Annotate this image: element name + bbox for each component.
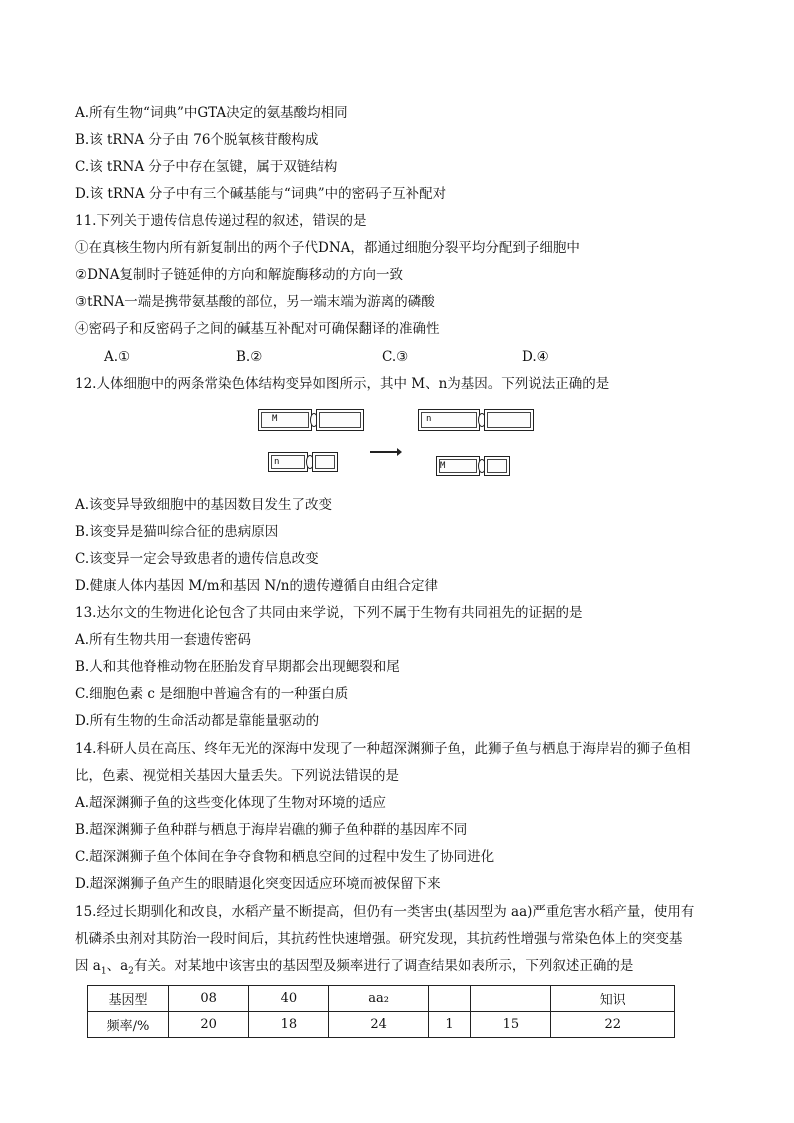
q11-stem: 11.下列关于遗传信息传递过程的叙述，错误的是 <box>75 213 367 229</box>
table-cell: 40 <box>249 986 329 1012</box>
q10-option-a: A.所有生物“词典”中GTA决定的氨基酸均相同 <box>75 105 348 121</box>
q11-statement-4: ④密码子和反密码子之间的碱基互补配对可确保翻译的准确性 <box>75 321 440 337</box>
q15-stem-sub1: 1 <box>100 966 107 977</box>
chromosome-after-short-arm2 <box>484 456 510 476</box>
q10-option-d: D.该 tRNA 分子中有三个碱基能与“词典”中的密码子互补配对 <box>75 186 447 202</box>
chromosome-before-short-arm2 <box>312 452 338 472</box>
q13-option-d: D.所有生物的生命活动都是靠能量驱动的 <box>75 713 320 729</box>
table-header-frequency: 频率/% <box>88 1012 169 1038</box>
q11-choice-c: C.③ <box>382 349 409 365</box>
table-cell: 15 <box>471 1012 551 1038</box>
table-cell <box>428 986 470 1012</box>
table-cell: 18 <box>249 1012 329 1038</box>
q13-stem: 13.达尔文的生物进化论包含了共同由来学说，下列不属于生物有共同祖先的证据的是 <box>75 605 583 621</box>
chromosome-before-long-arm2 <box>316 409 364 431</box>
q11-choice-b: B.② <box>236 349 263 365</box>
genotype-frequency-table <box>87 985 675 1038</box>
q11-statement-3: ③tRNA一端是携带氨基酸的部位，另一端末端为游离的磷酸 <box>75 294 435 310</box>
table-cell: 22 <box>551 1012 675 1038</box>
gene-label-n-before: n <box>274 457 280 467</box>
q15-stem-line3-pre: 因 a <box>75 958 101 974</box>
q14-option-b: B.超深渊狮子鱼种群与栖息于海岸岩礁的狮子鱼种群的基因库不同 <box>75 822 468 838</box>
q15-stem-line1: 15.经过长期驯化和改良，水稻产量不断提高，但仍有一类害虫(基因型为 aa)严重危害水稻产量，使用有 <box>75 904 695 920</box>
q11-choice-a: A.① <box>104 349 131 365</box>
q11-statement-1: ①在真核生物内所有新复制出的两个子代DNA，都通过细胞分裂平均分配到子细胞中 <box>75 240 580 256</box>
table-cell: 24 <box>329 1012 428 1038</box>
q11-statement-2: ②DNA复制时子链延伸的方向和解旋酶移动的方向一致 <box>75 267 403 283</box>
q15-stem-line3-post: 有关。对某地中该害虫的基因型及频率进行了调查结果如表所示，下列叙述正确的是 <box>133 958 634 974</box>
q12-option-c: C.该变异一定会导致患者的遗传信息改变 <box>75 551 319 567</box>
q11-choice-d: D.④ <box>522 349 549 365</box>
q13-option-a: A.所有生物共用一套遗传密码 <box>75 632 252 648</box>
q15-stem-line2: 机磷杀虫剂对其防治一段时间后，其抗药性快速增强。研究发现，其抗药性增强与常染色体上的突变基 <box>75 931 683 947</box>
q13-option-c: C.细胞色素 c 是细胞中普遍含有的一种蛋白质 <box>75 686 349 702</box>
q14-option-d: D.超深渊狮子鱼产生的眼睛退化突变因适应环境而被保留下来 <box>75 876 441 892</box>
chromosome-translocation-diagram <box>254 405 564 485</box>
q14-option-a: A.超深渊狮子鱼的这些变化体现了生物对环境的适应 <box>75 795 387 811</box>
q15-stem-line3-mid: 、a <box>106 958 129 974</box>
q14-stem-line2: 比，色素、视觉相关基因大量丢失。下列说法错误的是 <box>75 768 399 784</box>
q15-stem-sub2: 2 <box>128 966 134 977</box>
chromosome-after-long-arm2 <box>484 409 534 431</box>
gene-label-m-before: M <box>272 414 278 424</box>
q14-stem-line1: 14.科研人员在高压、终年无光的深海中发现了一种超深渊狮子鱼，此狮子鱼与栖息于海岸岩的狮子鱼相 <box>75 741 691 757</box>
table-cell: 1 <box>428 1012 470 1038</box>
gene-label-n-after: n <box>426 414 432 424</box>
q12-option-a: A.该变异导致细胞中的基因数目发生了改变 <box>75 497 333 513</box>
table-row-frequency <box>88 1012 675 1038</box>
q10-option-c: C.该 tRNA 分子中存在氢键，属于双链结构 <box>75 159 338 175</box>
q12-option-b: B.该变异是猫叫综合征的患病原因 <box>75 524 279 540</box>
table-header-genotype: 基因型 <box>88 986 169 1012</box>
table-cell: 知识 <box>551 986 675 1012</box>
q15-stem-line3 <box>75 957 633 981</box>
q12-stem: 12.人体细胞中的两条常染色体结构变异如图所示，其中 M、n为基因。下列说法正确的是 <box>75 376 610 392</box>
table-cell: 20 <box>169 1012 249 1038</box>
q10-option-b: B.该 tRNA 分子由 76个脱氧核苷酸构成 <box>75 132 319 148</box>
table-cell <box>471 986 551 1012</box>
table-row-genotype <box>88 986 675 1012</box>
q12-option-d: D.健康人体内基因 M/m和基因 N/n的遗传遵循自由组合定律 <box>75 578 438 594</box>
gene-label-m-after: M <box>440 461 446 471</box>
q13-option-b: B.人和其他脊椎动物在胚胎发育早期都会出现鳃裂和尾 <box>75 659 400 675</box>
chromosome-before-long-arm1 <box>258 409 312 431</box>
table-cell: 08 <box>169 986 249 1012</box>
transformation-arrow <box>370 451 400 453</box>
table-cell: aa₂ <box>329 986 428 1012</box>
q14-option-c: C.超深渊狮子鱼个体间在争夺食物和栖息空间的过程中发生了协同进化 <box>75 849 495 865</box>
